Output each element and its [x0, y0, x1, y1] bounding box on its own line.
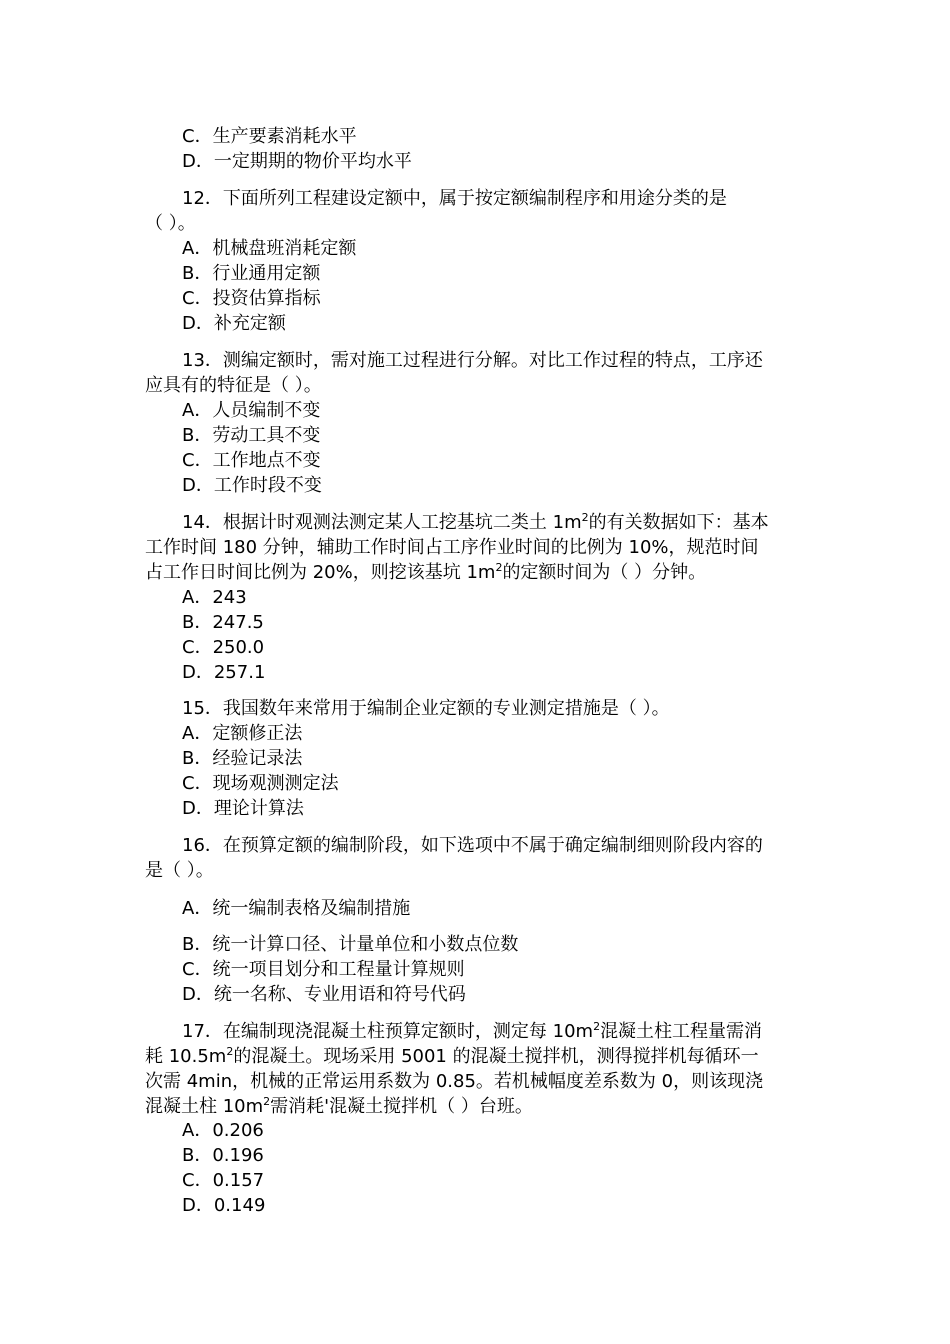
question-stem: [182, 1019, 762, 1044]
text-run: 混凝土柱 10m: [145, 1096, 264, 1117]
answer-option: B．0.196: [182, 1145, 264, 1166]
question-stem-continued: 次需 4min，机械的正常运用系数为 0.85。若机械幅度差系数为 0，则该现浇: [145, 1071, 764, 1092]
answer-option: B．经验记录法: [182, 748, 303, 769]
answer-option: D．补充定额: [182, 313, 286, 334]
answer-option: C．生产要素消耗水平: [182, 126, 357, 147]
answer-option: D．一定期期的物价平均水平: [182, 151, 412, 172]
question-stem-continued: （ ）。: [145, 213, 196, 234]
question-stem-continued: [145, 1094, 533, 1119]
superscript: 2: [495, 561, 503, 574]
text-run: 的定额时间为（ ）分钟。: [502, 562, 707, 583]
answer-option: A．机械盘班消耗定额: [182, 238, 357, 259]
answer-option: C．250.0: [182, 637, 265, 658]
answer-option: A．0.206: [182, 1120, 264, 1141]
text-run: 混凝土柱工程量需消: [600, 1021, 763, 1042]
text-run: 的有关数据如下：基本: [588, 512, 769, 533]
answer-option: D．0.149: [182, 1195, 266, 1216]
superscript: 2: [263, 1095, 271, 1108]
question-stem-continued: [145, 1044, 759, 1069]
superscript: 2: [226, 1045, 234, 1058]
answer-option: B．行业通用定额: [182, 263, 321, 284]
answer-option: B．247.5: [182, 612, 264, 633]
answer-option: D．理论计算法: [182, 798, 304, 819]
question-stem-continued: 是（ ）。: [145, 860, 214, 881]
answer-option: D．257.1: [182, 662, 266, 683]
answer-option: C．现场观测测定法: [182, 773, 339, 794]
answer-option: A．定额修正法: [182, 723, 303, 744]
text-run: 耗 10.5m: [145, 1046, 227, 1067]
answer-option: C．投资估算指标: [182, 288, 321, 309]
question-stem: 15．我国数年来常用于编制企业定额的专业测定措施是（ ）。: [182, 698, 670, 719]
answer-option: C．0.157: [182, 1170, 265, 1191]
answer-option: B．劳动工具不变: [182, 425, 321, 446]
answer-option: D．统一名称、专业用语和符号代码: [182, 984, 466, 1005]
answer-option: B．统一计算口径、计量单位和小数点位数: [182, 934, 519, 955]
answer-option: C．统一项目划分和工程量计算规则: [182, 959, 465, 980]
question-stem: 12．下面所列工程建设定额中，属于按定额编制程序和用途分类的是: [182, 188, 727, 209]
text-run: 的混凝土。现场采用 5001 的混凝土搅拌机，测得搅拌机每循环一: [233, 1046, 759, 1067]
text-run: 14．根据计时观测法测定某人工挖基坑二类土 1m: [182, 512, 582, 533]
superscript: 2: [581, 511, 589, 524]
answer-option: A．243: [182, 587, 247, 608]
text-run: 17．在编制现浇混凝土柱预算定额时，测定每 10m: [182, 1021, 594, 1042]
superscript: 2: [593, 1020, 601, 1033]
question-stem-continued: 应具有的特征是（ ）。: [145, 375, 322, 396]
question-stem: [182, 510, 769, 535]
text-run: 占工作日时间比例为 20%，则挖该基坑 1m: [145, 562, 496, 583]
answer-option: C．工作地点不变: [182, 450, 321, 471]
question-stem: 13．测编定额时，需对施工过程进行分解。对比工作过程的特点，工序还: [182, 350, 763, 371]
question-stem-continued: [145, 560, 706, 585]
text-run: 需消耗'混凝土搅拌机（ ）台班。: [270, 1096, 533, 1117]
question-stem: 16．在预算定额的编制阶段，如下选项中不属于确定编制细则阶段内容的: [182, 835, 763, 856]
answer-option: D．工作时段不变: [182, 475, 322, 496]
answer-option: A．统一编制表格及编制措施: [182, 898, 411, 919]
answer-option: A．人员编制不变: [182, 400, 321, 421]
question-stem-continued: 工作时间 180 分钟，辅助工作时间占工序作业时间的比例为 10%，规范时间: [145, 537, 759, 558]
